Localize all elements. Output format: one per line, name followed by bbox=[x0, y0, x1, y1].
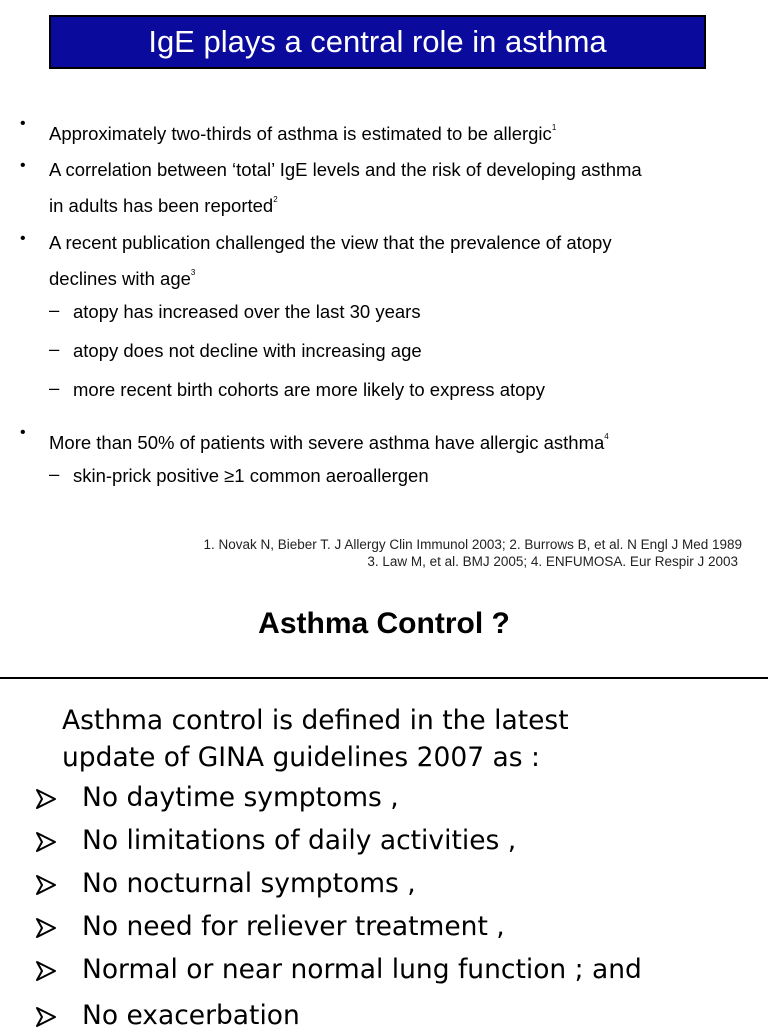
arrowhead-bullet-icon bbox=[35, 874, 57, 896]
arrowhead-bullet-icon bbox=[35, 1006, 57, 1028]
control-criteria-label: No exacerbation bbox=[82, 1000, 300, 1031]
references bbox=[204, 536, 743, 570]
intro-text: Asthma control is defined in the latest update of GINA guidelines 2007 as : bbox=[62, 705, 569, 773]
sub-bullet-atopy-age: atopy does not decline with increasing age bbox=[73, 340, 422, 361]
arrowhead-bullet-icon bbox=[35, 917, 57, 939]
dash-icon: – bbox=[49, 338, 60, 359]
divider bbox=[0, 677, 768, 679]
sub-bullet-skin-prick: skin-prick positive ≥1 common aeroallergen bbox=[73, 465, 429, 486]
arrowhead-bullet-icon bbox=[35, 831, 57, 853]
slide-title-banner bbox=[49, 15, 706, 69]
section-heading: Asthma Control ? bbox=[258, 607, 510, 640]
control-criteria-label: No daytime symptoms , bbox=[82, 782, 399, 813]
reference-line: 3. Law M, et al. BMJ 2005; 4. ENFUMOSA. Eur Respir J 2003 bbox=[367, 554, 738, 569]
bullet-icon: • bbox=[20, 230, 26, 247]
bullet-ige-correlation: A correlation between ‘total’ IgE levels and the risk of developing asthma in adults has been reported$^2$ bbox=[49, 159, 642, 216]
slide-title: IgE plays a central role in asthma bbox=[148, 24, 607, 59]
control-criteria-label: No nocturnal symptoms , bbox=[82, 868, 416, 899]
sub-bullet-atopy-increased: atopy has increased over the last 30 years bbox=[73, 301, 421, 322]
arrowhead-bullet-icon bbox=[35, 960, 57, 982]
bullet-icon: • bbox=[20, 157, 26, 174]
dash-icon: – bbox=[49, 463, 60, 484]
reference-line: 1. Novak N, Bieber T. J Allergy Clin Immunol 2003; 2. Burrows B, et al. N Engl J Med 1989 bbox=[203, 537, 742, 552]
bullet-allergic-asthma: Approximately two-thirds of asthma is estimated to be allergic$^1$ bbox=[49, 123, 557, 144]
dash-icon: – bbox=[49, 377, 60, 398]
bullet-severe-asthma: More than 50% of patients with severe asthma have allergic asthma$^4$ bbox=[49, 432, 609, 453]
dash-icon: – bbox=[49, 299, 60, 320]
control-criteria-label: No limitations of daily activities , bbox=[82, 825, 517, 856]
bullet-icon: • bbox=[20, 424, 26, 441]
arrowhead-bullet-icon bbox=[35, 788, 57, 810]
control-criteria-label: No need for reliever treatment , bbox=[82, 911, 505, 942]
control-criteria-label: Normal or near normal lung function ; and bbox=[82, 954, 642, 985]
bullet-icon: • bbox=[20, 115, 26, 132]
bullet-atopy-publication: A recent publication challenged the view that the prevalence of atopy declines with age$^3$ bbox=[49, 232, 612, 289]
sub-bullet-birth-cohorts: more recent birth cohorts are more likely to express atopy bbox=[73, 379, 545, 400]
